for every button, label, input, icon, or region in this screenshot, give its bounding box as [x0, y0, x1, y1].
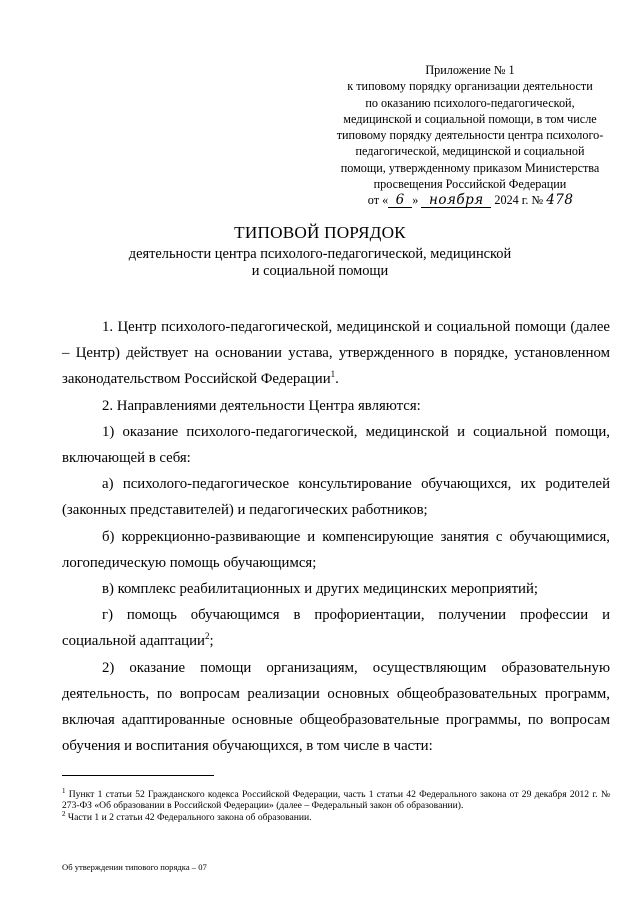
date-mid: »: [412, 193, 419, 208]
document-body: [62, 314, 610, 759]
document-subtitle: [0, 246, 640, 280]
handwritten-order-number: 478: [546, 192, 574, 209]
subtitle-line: деятельности центра психолого-педагогической, медицинской: [128, 246, 512, 262]
footnote-ref-2: 2: [204, 631, 210, 642]
appendix-line: к типовому порядку организации деятельности: [347, 79, 593, 94]
paragraph-7: [62, 602, 610, 654]
subtitle-line: и социальной помощи: [251, 263, 389, 279]
footnote-2-mark: 2: [62, 809, 66, 818]
appendix-line: просвещения Российской Федерации: [373, 177, 567, 192]
document-title: ТИПОВОЙ ПОРЯДОК: [234, 223, 406, 242]
handwritten-day: 6: [388, 194, 412, 208]
appendix-line: Приложение № 1: [425, 63, 515, 77]
paragraph-7-end: ;: [209, 633, 214, 650]
footnote-2-text: Части 1 и 2 статьи 42 Федерального закона об образовании.: [65, 811, 312, 823]
footnote-divider: [62, 775, 214, 776]
footnote-1-text: Пункт 1 статьи 52 Гражданского кодекса Российской Федерации, часть 1 статьи 42 Федерального закона от 29 декабря 2012 г. № 273-ФЗ «Об образовании в Российской Федерации» (далее – Федеральный закон об образовании).: [62, 789, 610, 812]
appendix-header: [318, 62, 622, 209]
paragraph-2: 2. Направлениями деятельности Центра являются:: [102, 397, 421, 414]
order-date-line: [318, 192, 622, 208]
paragraph-1-text: 1. Центр психолого-педагогической, медицинской и социальной помощи (далее – Центр) действует на основании устава, утвержденного в порядке, установленном законодательством Российской Федерации: [62, 319, 610, 388]
page-footer: Об утверждении типового порядка – 07: [62, 862, 207, 872]
paragraph-6: в) комплекс реабилитационных и других медицинских мероприятий;: [102, 581, 539, 598]
paragraph-4: а) психолого-педагогическое консультирование обучающихся, их родителей (законных представителей) и педагогических работников;: [62, 476, 610, 519]
date-year: 2024 г. №: [494, 193, 544, 208]
paragraph-3: 1) оказание психолого-педагогической, медицинской и социальной помощи, включающей в себя:: [62, 423, 610, 467]
paragraph-8: 2) оказание помощи организациям, осуществляющим образовательную деятельность, по вопросам реализации основных общеобразовательных программ, включая адаптированные основные общеобразовательные программы, по вопросам обучения и воспитания обучающихся, в том числе в части:: [62, 659, 610, 755]
paragraph-1-end: .: [335, 371, 339, 388]
handwritten-month: ноября: [421, 194, 491, 208]
date-prefix: от «: [367, 193, 389, 208]
footnote-ref-1: 1: [330, 369, 336, 380]
appendix-line: помощи, утвержденному приказом Министерства: [340, 160, 600, 175]
footnote-1: [62, 786, 610, 812]
footnote-1-mark: 1: [62, 786, 66, 795]
footnote-2: [62, 809, 610, 823]
footnotes: [62, 786, 610, 823]
paragraph-5: б) коррекционно-развивающие и компенсирующие занятия с обучающимися, логопедическую помощь обучающимся;: [62, 528, 610, 571]
appendix-line: по оказанию психолого-педагогической,: [365, 95, 575, 110]
appendix-line: педагогической, медицинской и социальной: [355, 144, 585, 159]
appendix-line: медицинской и социальной помощи, в том числе: [343, 111, 597, 126]
paragraph-1: [62, 314, 610, 393]
paragraph-7-text: г) помощь обучающимся в профориентации, получении профессии и социальной адаптации: [62, 607, 610, 650]
appendix-line: типовому порядку деятельности центра психолого-: [336, 128, 604, 143]
